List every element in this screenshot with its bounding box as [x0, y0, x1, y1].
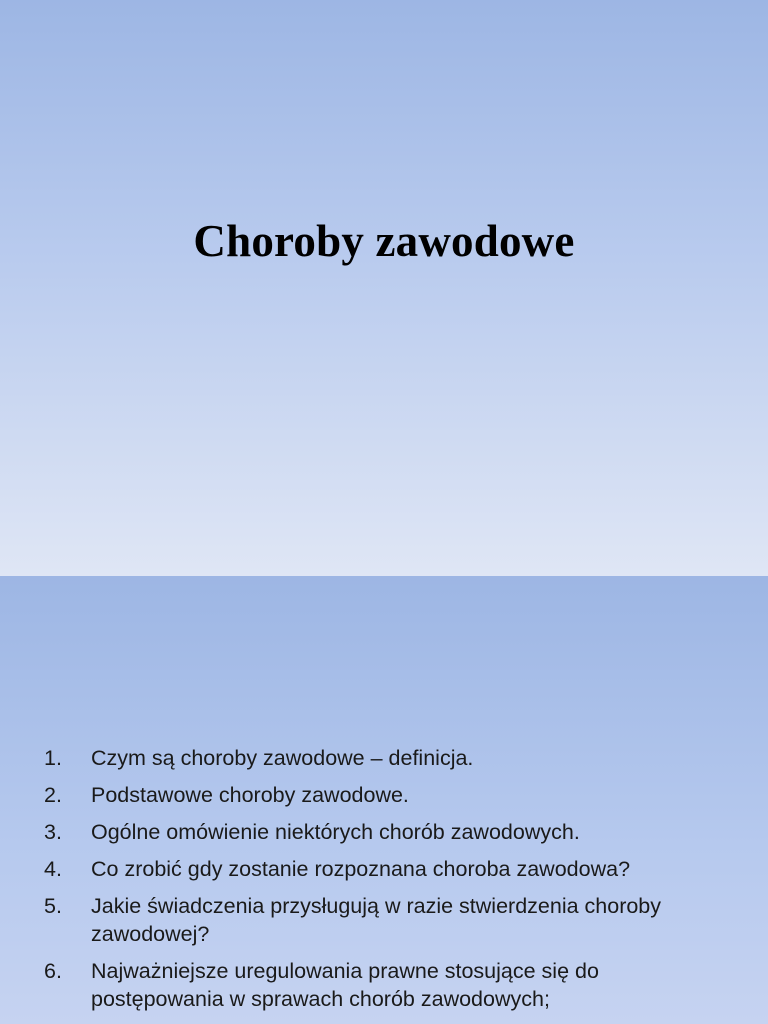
agenda-item-number: 5.	[44, 894, 62, 918]
agenda-item	[40, 744, 720, 772]
agenda-item	[40, 855, 720, 883]
slide-title: Choroby zawodowe	[193, 216, 575, 266]
agenda-slide	[0, 576, 768, 1024]
agenda-item-text: Najważniejsze uregulowania prawne stosujące się do postępowania w sprawach chorób zawodowych;	[91, 959, 599, 1011]
agenda-item-text: Ogólne omówienie niektórych chorób zawodowych.	[91, 820, 580, 844]
agenda-item	[40, 781, 720, 809]
agenda-item-number: 3.	[44, 820, 62, 844]
agenda-list	[40, 744, 720, 1022]
agenda-item-text: Podstawowe choroby zawodowe.	[91, 783, 409, 807]
agenda-item	[40, 957, 720, 1013]
agenda-item-number: 6.	[44, 959, 62, 983]
agenda-item-text: Czym są choroby zawodowe – definicja.	[91, 746, 474, 770]
agenda-item	[40, 818, 720, 846]
agenda-item-text: Jakie świadczenia przysługują w razie stwierdzenia choroby zawodowej?	[91, 894, 662, 946]
agenda-item-number: 2.	[44, 783, 62, 807]
agenda-item	[40, 892, 720, 948]
agenda-item-text: Co zrobić gdy zostanie rozpoznana choroba zawodowa?	[91, 857, 631, 881]
agenda-item-number: 4.	[44, 857, 62, 881]
agenda-item-number: 1.	[44, 746, 62, 770]
